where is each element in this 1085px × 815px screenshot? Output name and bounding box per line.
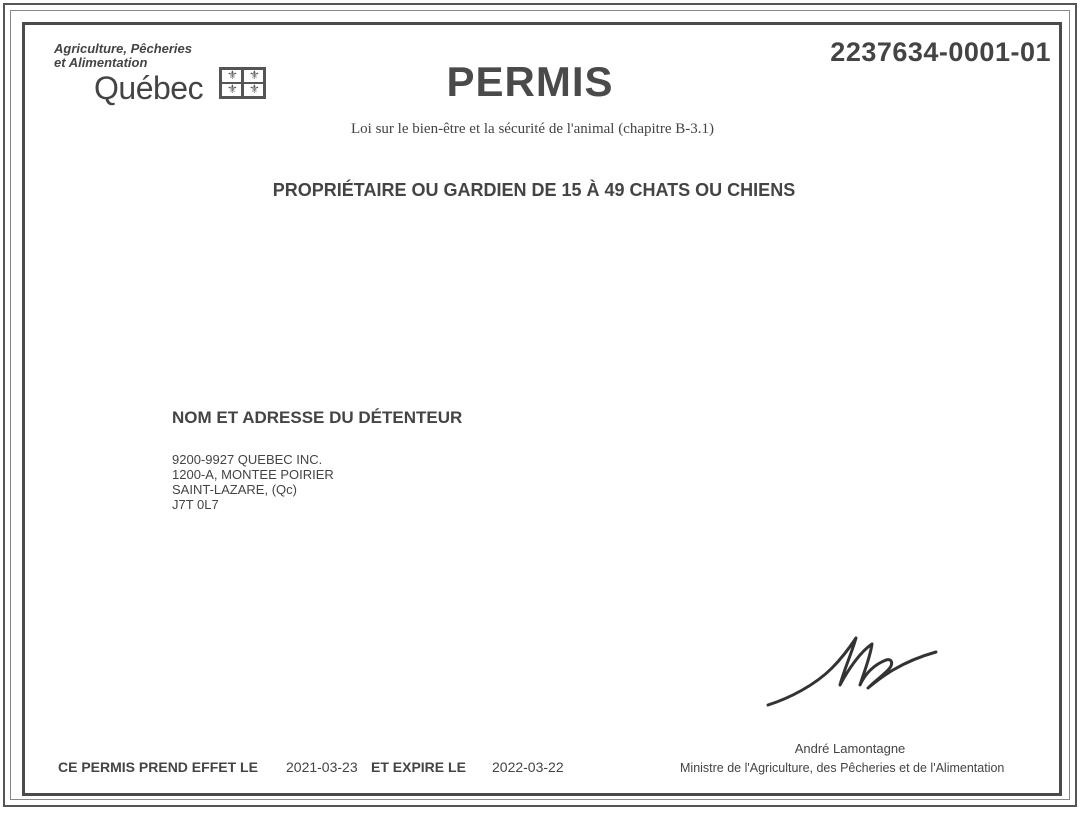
expiry-date: 2022-03-22	[492, 759, 564, 775]
expiry-label: ET EXPIRE LE	[371, 759, 466, 775]
ministry-line-1: Agriculture, Pêcheries	[54, 41, 192, 56]
ministry-line-2: et Alimentation	[54, 55, 148, 70]
signatory-name: André Lamontagne	[794, 741, 906, 756]
address-line: J7T 0L7	[172, 497, 219, 512]
signature-icon	[760, 630, 945, 715]
law-reference: Loi sur le bien-être et la sécurité de l'animal (chapitre B-3.1)	[351, 121, 714, 137]
signatory-title: Ministre de l'Agriculture, des Pêcheries et de l'Alimentation	[680, 761, 1005, 775]
address-line: 1200-A, MONTEE POIRIER	[172, 467, 334, 482]
quebec-flag-icon: ⚜ ⚜ ⚜ ⚜	[219, 67, 266, 99]
holder-heading: NOM ET ADRESSE DU DÉTENTEUR	[172, 408, 463, 427]
permit-number: 2237634-0001-01	[830, 37, 1051, 67]
holder-address	[172, 452, 334, 512]
document-title: PERMIS	[446, 58, 614, 105]
quebec-wordmark: Québec	[94, 70, 204, 106]
permit-category: PROPRIÉTAIRE OU GARDIEN DE 15 À 49 CHATS OU CHIENS	[272, 180, 796, 200]
effective-date: 2021-03-23	[286, 759, 358, 775]
address-line: SAINT-LAZARE, (Qc)	[172, 482, 297, 497]
address-line: 9200-9927 QUEBEC INC.	[172, 452, 323, 467]
effective-label: CE PERMIS PREND EFFET LE	[58, 759, 258, 775]
